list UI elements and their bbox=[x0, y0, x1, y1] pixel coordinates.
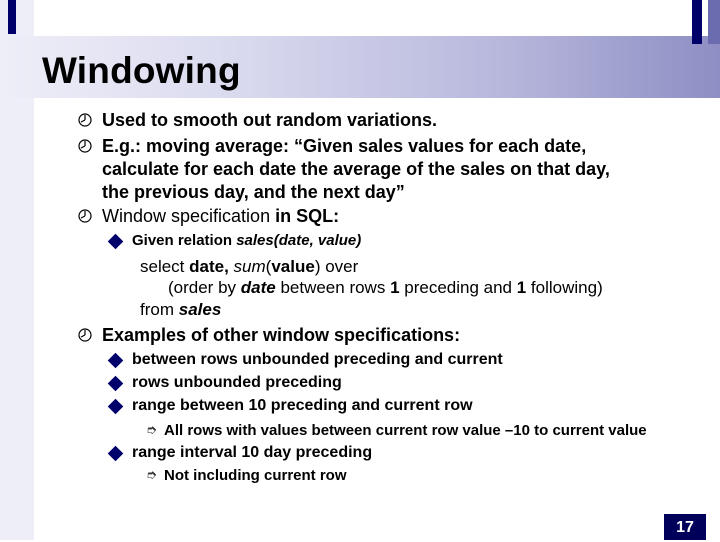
relation-line: Given relation sales(date, value) bbox=[132, 232, 362, 249]
bullet-2-line-3: the previous day, and the next day” bbox=[102, 182, 405, 202]
clock-bullet-icon bbox=[78, 328, 92, 342]
diamond-bullet-icon bbox=[108, 353, 124, 369]
sql-line-3: from sales bbox=[140, 300, 222, 319]
example-4: range interval 10 day preceding bbox=[132, 444, 373, 461]
diamond-bullet-icon bbox=[108, 376, 124, 392]
page-number: 17 bbox=[664, 514, 706, 540]
note-1: All rows with values between current row value –10 to current value bbox=[164, 422, 647, 439]
decor-square-left bbox=[8, 0, 16, 34]
bullet-1-text: Used to smooth out random variations. bbox=[102, 110, 438, 130]
clock-bullet-icon bbox=[78, 209, 92, 223]
example-2: rows unbounded preceding bbox=[132, 374, 342, 391]
decor-square-right bbox=[692, 0, 702, 44]
sql-line-1: select date, sum(value) over bbox=[140, 257, 359, 276]
clock-bullet-icon bbox=[78, 113, 92, 127]
arrow-bullet-icon: ➮ bbox=[146, 467, 157, 482]
slide-title: Windowing bbox=[42, 50, 241, 91]
decor-square-right-2 bbox=[708, 0, 720, 44]
bullet-3-text: Window specification in SQL: bbox=[102, 206, 340, 226]
bullet-2-line-2: calculate for each date the average of the sales on that day, bbox=[102, 159, 610, 179]
diamond-bullet-icon bbox=[108, 399, 124, 415]
diamond-bullet-icon bbox=[108, 446, 124, 462]
diamond-bullet-icon bbox=[108, 234, 124, 250]
sql-line-2: (order by date between rows 1 preceding and 1 following) bbox=[168, 278, 603, 297]
example-3: range between 10 preceding and current row bbox=[132, 397, 473, 414]
clock-bullet-icon bbox=[78, 139, 92, 153]
bullet-2-line-1: E.g.: moving average: “Given sales values for each date, bbox=[102, 136, 587, 156]
arrow-bullet-icon: ➮ bbox=[146, 422, 157, 437]
note-2: Not including current row bbox=[164, 467, 347, 484]
example-1: between rows unbounded preceding and current bbox=[132, 351, 503, 368]
bullet-4-text: Examples of other window specifications: bbox=[102, 325, 461, 345]
